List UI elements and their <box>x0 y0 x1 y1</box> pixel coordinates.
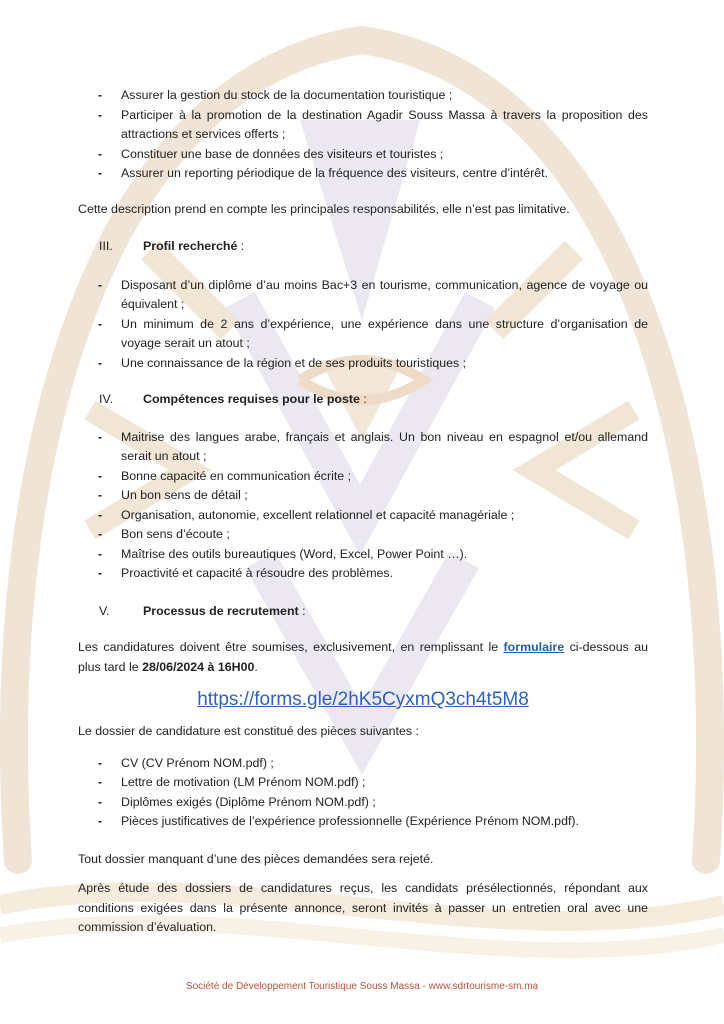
list-item-text: Diplômes exigés (Diplôme Prénom NOM.pdf) ; <box>121 794 376 809</box>
description-note: Cette description prend en compte les principales responsabilités, elle n’est pas limitative. <box>78 201 570 216</box>
list-item <box>78 354 648 374</box>
list-item-text: Assurer la gestion du stock de la documentation touristique ; <box>121 88 453 102</box>
form-url-link[interactable]: https://forms.gle/2hK5CyxmQ3ch4t5M8 <box>197 689 529 710</box>
list-item <box>78 106 648 145</box>
list-item-text: Pièces justificatives de l’expérience professionnelle (Expérience Prénom NOM.pdf). <box>121 814 579 828</box>
list-item-text: Une connaissance de la région et de ses produits touristiques ; <box>121 355 467 370</box>
list-item-text: Organisation, autonomie, excellent relationnel et capacité managériale ; <box>121 507 515 522</box>
deadline: 28/06/2024 à 16H00 <box>142 659 255 674</box>
list-item-text: Lettre de motivation (LM Prénom NOM.pdf) ; <box>121 775 366 789</box>
section-profil <box>78 237 648 257</box>
list-item <box>78 315 648 354</box>
bullet-dash: - <box>98 146 103 161</box>
bullet-dash: - <box>98 755 103 770</box>
section-processus <box>78 602 648 622</box>
list-item <box>78 486 648 506</box>
section-suffix: : <box>359 392 367 406</box>
bullet-dash: - <box>98 277 103 292</box>
candidature-text: Les candidatures doivent être soumises, exclusivement, en remplissant le <box>78 640 504 654</box>
list-item-text: Maîtrise des outils bureautiques (Word, Excel, Power Point …). <box>121 546 468 561</box>
bullet-dash: - <box>98 316 103 331</box>
candidature-text: . <box>254 659 258 674</box>
list-item <box>78 276 648 315</box>
bullet-dash: - <box>98 507 103 522</box>
list-item <box>78 86 648 106</box>
bullet-dash: - <box>98 794 103 809</box>
competences-list <box>78 428 648 584</box>
rejet-note: Tout dossier manquant d’une des pièces demandées sera rejeté. <box>78 851 434 866</box>
section-title: Processus de recrutement <box>143 603 299 618</box>
profil-list <box>78 276 648 374</box>
list-item <box>78 164 648 184</box>
section-suffix: : <box>298 603 306 618</box>
bullet-dash: - <box>98 775 103 789</box>
bullet-dash: - <box>98 468 103 483</box>
pieces-list <box>78 754 648 832</box>
bullet-dash: - <box>98 355 103 370</box>
list-item-text: Bonne capacité en communication écrite ; <box>121 468 352 483</box>
list-item <box>78 793 648 813</box>
list-item-text: CV (CV Prénom NOM.pdf) ; <box>121 755 274 770</box>
list-item <box>78 812 648 832</box>
list-item-text: Un bon sens de détail ; <box>121 488 248 502</box>
list-item <box>78 525 648 545</box>
bullet-dash: - <box>98 107 103 122</box>
list-item <box>78 754 648 774</box>
bullet-dash: - <box>98 88 103 102</box>
list-item <box>78 506 648 526</box>
section-number: III. <box>99 239 113 253</box>
footer-text: Société de Développement Touristique Souss Massa - www.sdrtourisme-sm.ma <box>185 981 539 992</box>
document-body <box>78 86 648 938</box>
list-item <box>78 545 648 565</box>
section-title: Profil recherché <box>143 239 238 253</box>
candidature-text: ci-dessous au plus tard le <box>78 640 648 674</box>
bullet-dash: - <box>98 429 103 444</box>
section-number: V. <box>99 603 110 618</box>
bullet-dash: - <box>98 546 103 561</box>
list-item <box>78 773 648 793</box>
list-item-text: Participer à la promotion de la destination Agadir Souss Massa à travers la proposition des attractions et services offerts ; <box>121 107 648 141</box>
list-item-text: Disposant d’un diplôme d’au moins Bac+3 en tourisme, communication, agence de voyage ou équivalent ; <box>121 277 648 311</box>
list-item <box>78 564 648 584</box>
bullet-dash: - <box>98 814 103 828</box>
formulaire-link[interactable]: formulaire <box>503 640 565 654</box>
bullet-dash: - <box>98 488 103 502</box>
section-competences <box>78 390 648 410</box>
section-title: Compétences requises pour le poste <box>143 392 360 406</box>
list-item <box>78 467 648 487</box>
list-item-text: Proactivité et capacité à résoudre des problèmes. <box>121 566 394 580</box>
list-item <box>78 428 648 467</box>
list-item <box>78 145 648 165</box>
bullet-dash: - <box>98 166 103 180</box>
list-item-text: Assurer un reporting périodique de la fréquence des visiteurs, centre d’intérêt. <box>121 166 549 180</box>
bullet-dash: - <box>98 527 103 541</box>
section-suffix: : <box>237 239 245 253</box>
section-number: IV. <box>99 392 114 406</box>
mission-list <box>78 86 648 184</box>
list-item-text: Constituer une base de données des visiteurs et touristes ; <box>121 146 444 161</box>
bullet-dash: - <box>98 566 103 580</box>
list-item-text: Un minimum de 2 ans d’expérience, une expérience dans une structure d’organisation de voyage serait un atout ; <box>121 316 648 350</box>
conclusion-paragraph: Après étude des dossiers de candidatures reçus, les candidats présélectionnés, répondant aux conditions exigées dans la présente annonce, seront invités à passer un entretien oral avec une commission d’évaluation. <box>78 881 648 934</box>
list-item-text: Maitrise des langues arabe, français et anglais. Un bon niveau en espagnol et/ou allemand serait un atout ; <box>121 429 648 463</box>
list-item-text: Bon sens d’écoute ; <box>121 527 230 541</box>
candidature-paragraph <box>78 638 648 677</box>
dossier-intro: Le dossier de candidature est constitué des pièces suivantes : <box>78 724 419 738</box>
